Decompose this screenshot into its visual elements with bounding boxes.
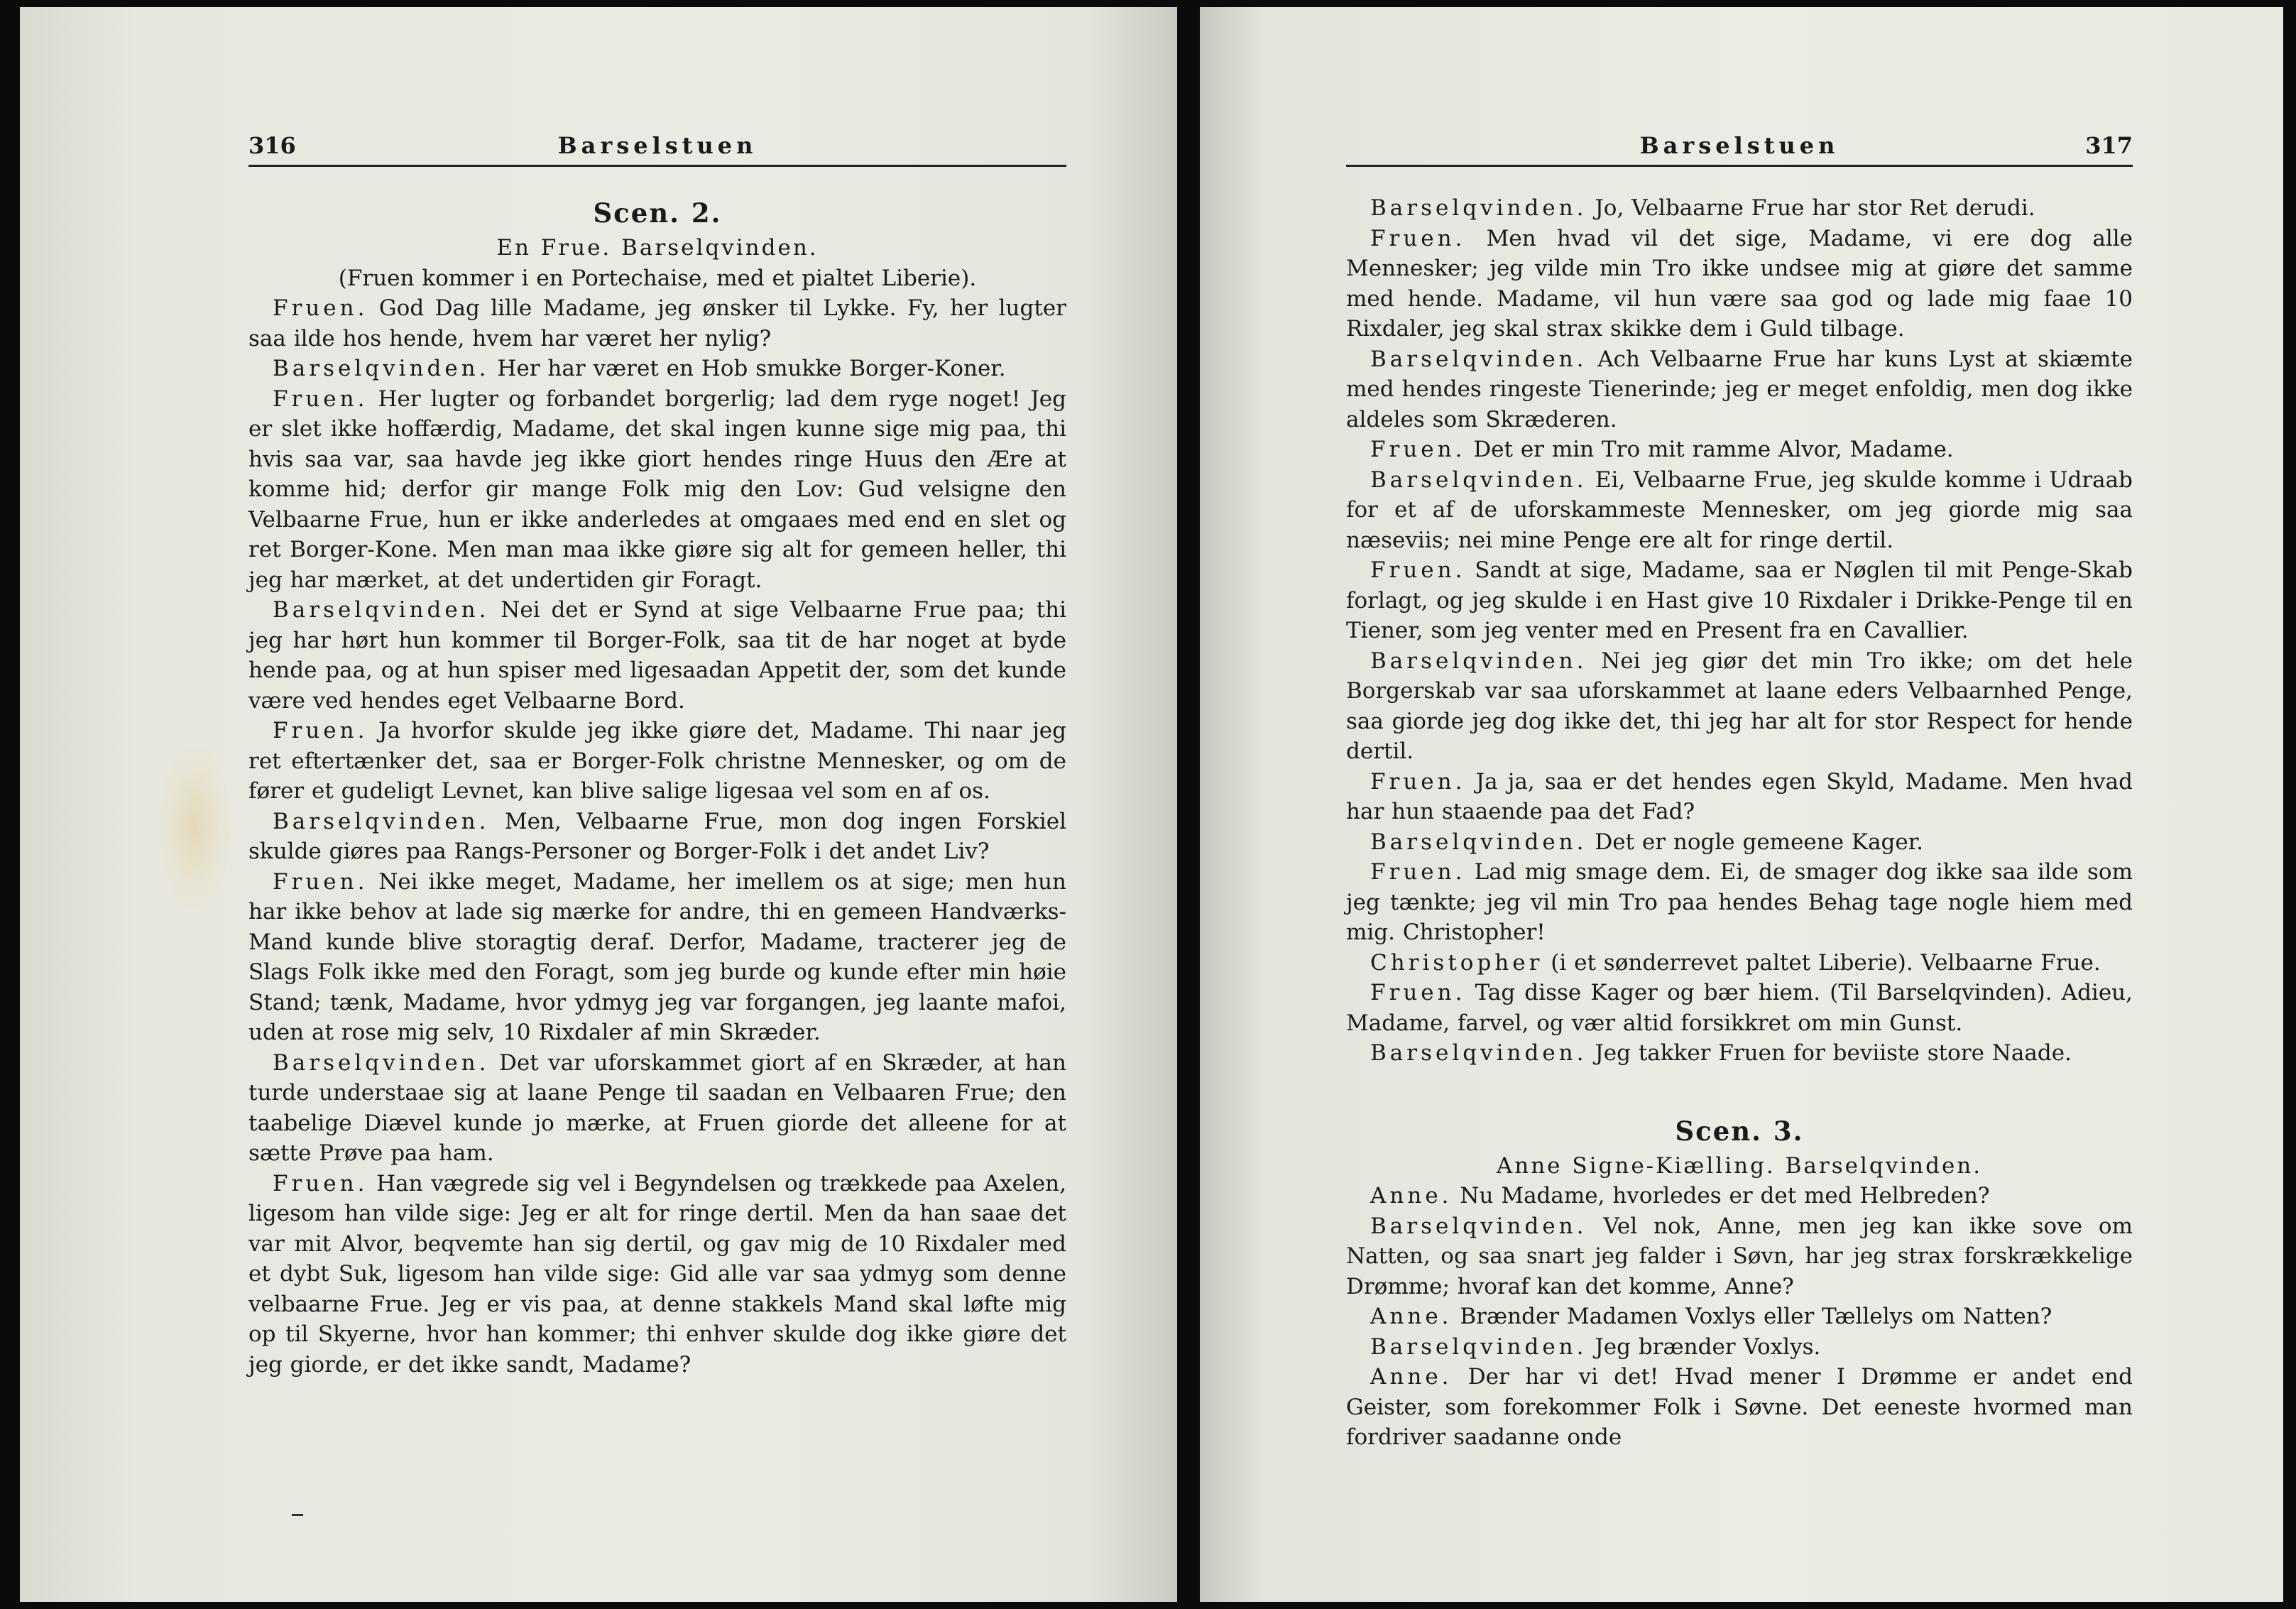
speech-text: Lad mig smage dem. Ei, de smager dog ikke saa ilde som jeg tænkte; jeg vil min Tro paa hendes Behag tage nogle hiem med mig. Christopher! — [1346, 859, 2133, 945]
speech-text: Tag disse Kager og bær hiem. (Til Barselqvinden). Adieu, Madame, farvel, og vær altid forsikkret om min Gunst. — [1346, 980, 2133, 1036]
running-title: Barselstuen — [1639, 132, 1839, 159]
running-title: Barselstuen — [557, 132, 758, 159]
speech-text: Sandt at sige, Madame, saa er Nøglen til mit Penge-Skab forlagt, og jeg skulde i en Hast give 10 Rixdaler i Drikke-Penge til en Tiener, som jeg venter med en Present fra en Cavallier. — [1346, 557, 2133, 643]
speech — [248, 716, 1066, 807]
speech-text: Nu Madame, hvorledes er det med Helbreden? — [1460, 1183, 1990, 1209]
speaker-name: Fruen. — [1370, 437, 1466, 462]
speaker-name: Fruen. — [273, 1170, 368, 1196]
speech-text: Nei jeg giør det min Tro ikke; om det hele Borgerskab var saa uforskammet at laane eders Velbaarnhed Penge, saa giorde jeg dog ikke det, thi jeg har alt for stor Respect for hende dertil. — [1346, 648, 2133, 764]
speech-text: Ja hvorfor skulde jeg ikke giøre det, Madame. Thi naar jeg ret eftertænker det, saa er Borger-Folk christne Mennesker, og om de fører et gudeligt Levnet, kan blive salige ligesaa vel som en af os. — [248, 718, 1066, 804]
speech-text: Brænder Madamen Voxlys eller Tællelys om Natten? — [1460, 1304, 2052, 1329]
speaker-name: Barselqvinden. — [1370, 467, 1587, 493]
speech-text: Det er min Tro mit ramme Alvor, Madame. — [1473, 437, 1954, 462]
right-page-header — [1346, 128, 2133, 167]
speaker-name: Anne. — [1370, 1183, 1453, 1209]
speaker-name: Anne. — [1370, 1364, 1453, 1390]
speech — [1346, 1332, 2133, 1363]
speech-text: Vel nok, Anne, men jeg kan ikke sove om Natten, og saa snart jeg falder i Søvn, har jeg strax forskrækkelige Drømme; hvoraf kan det komme, Anne? — [1346, 1213, 2133, 1299]
speaker-name: Fruen. — [273, 868, 368, 895]
left-page — [20, 7, 1177, 1602]
speaker-name: Fruen. — [1370, 225, 1466, 251]
persons-list: Anne Signe-Kiælling. Barselqvinden. — [1496, 1152, 1983, 1179]
speech — [1346, 193, 2133, 224]
speech-list — [248, 293, 1066, 1380]
speech — [1346, 978, 2133, 1038]
speech-text: (i et sønderrevet paltet Liberie). Velbaarne Frue. — [1551, 949, 2101, 976]
speech — [248, 1048, 1066, 1169]
speech-text: Nei ikke meget, Madame, her imellem os at sige; men hun har ikke behov at lade sig mærke for andre, thi en gemeen Handværks-Mand kunde blive storagtig deraf. Derfor, Madame, tracterer jeg de Slags Folk ikke med den Foragt, som jeg burde og kunde efter min høie Stand; tænk, Madame, hvor ydmyg jeg var forgangen, jeg laante mafoi, uden at rose mig selv, 10 Rixdaler af min Skræder. — [248, 868, 1066, 1045]
speech-text: Der har vi det! Hvad mener I Drømme er andet end Geister, som forekommer Folk i Søvne. Det eeneste hvormed man fordriver saadanne onde — [1346, 1364, 2133, 1450]
speech — [1346, 465, 2133, 556]
speaker-name: Fruen. — [273, 295, 368, 321]
speech — [1346, 555, 2133, 646]
speaker-name: Barselqvinden. — [1370, 829, 1587, 855]
margin-mark — [292, 1514, 303, 1516]
speech — [1346, 827, 2133, 858]
speech — [1346, 948, 2133, 978]
speech — [1346, 857, 2133, 948]
speaker-name: Barselqvinden. — [1370, 346, 1587, 372]
speaker-name: Barselqvinden. — [273, 1049, 490, 1076]
speech — [1346, 344, 2133, 435]
speaker-name: Barselqvinden. — [273, 808, 490, 834]
stage-direction: (Fruen kommer i en Portechaise, med et pialtet Liberie). — [338, 265, 977, 291]
speech-text: Ja ja, saa er det hendes egen Skyld, Madame. Men hvad har hun staaende paa det Fad? — [1346, 768, 2133, 824]
speaker-name: Anne. — [1370, 1304, 1453, 1329]
left-page-body — [248, 193, 1066, 1380]
speech-text: Han vægrede sig vel i Begyndelsen og trækkede paa Axelen, ligesom han vilde sige: Jeg er alt for ringe dertil. Men da han saae det var mit Alvor, beqvemte han sig dertil, og gav mig de 10 Rixdaler med et dybt Suk, ligesom han vilde sige: Gid alle var saa ydmyg som denne velbaarne Frue. Jeg er vis paa, at denne stakkels Mand skal løfte mig op til Skyerne, hvor han kommer; thi enhver skulde dog ikke giøre det jeg giorde, er det ikke sandt, Madame? — [248, 1170, 1066, 1378]
scene-heading: Scen. 2. — [593, 197, 722, 229]
speech — [1346, 435, 2133, 465]
speech — [1346, 646, 2133, 767]
speaker-name: Barselqvinden. — [1370, 195, 1587, 221]
speech-text: Her lugter og forbandet borgerlig; lad dem ryge noget! Jeg er slet ikke hoffærdig, Madame, det skal ingen kunne sige mig paa, thi hvis saa var, saa havde jeg ikke giort hendes ringe Huus den Ære at komme hid; derfor gir mange Folk mig den Lov: Gud velsigne den Velbaarne Frue, hun er ikke anderledes at omgaaes med end en slet og ret Borger-Kone. Men man maa ikke giøre sig alt for gemeen heller, thi jeg har mærket, at det undertiden gir Foragt. — [248, 386, 1066, 593]
speech — [248, 1169, 1066, 1380]
speaker-name: Fruen. — [1370, 859, 1466, 885]
speech — [248, 354, 1066, 384]
paper-stain — [159, 746, 230, 909]
speech-text: Ei, Velbaarne Frue, jeg skulde komme i Udraab for et af de uforskammeste Mennesker, om jeg giorde mig saa næseviis; nei mine Penge ere alt for ringe dertil. — [1346, 467, 2133, 553]
speech — [1346, 224, 2133, 344]
right-page — [1200, 7, 2283, 1602]
persons-list: En Frue. Barselqvinden. — [496, 235, 819, 261]
speech-text: Ach Velbaarne Frue har kuns Lyst at skiæmte med hendes ringeste Tienerinde; jeg er meget enfoldig, men dog ikke aldeles som Skræderen. — [1346, 346, 2133, 432]
scene-heading: Scen. 3. — [1675, 1115, 1804, 1147]
speaker-name: Fruen. — [1370, 980, 1466, 1005]
speech-text: Jeg takker Fruen for beviiste store Naade. — [1595, 1040, 2072, 1066]
speaker-name: Barselqvinden. — [1370, 1213, 1587, 1239]
speech — [1346, 1302, 2133, 1332]
speech-text: Nei det er Synd at sige Velbaarne Frue paa; thi jeg har hørt hun kommer til Borger-Folk, saa tit de har noget at byde hende paa, og at hun spiser med ligesaadan Appetit der, som det kunde være ved hendes eget Velbaarne Bord. — [248, 597, 1066, 714]
speaker-name: Fruen. — [273, 386, 368, 412]
speaker-name: Barselqvinden. — [1370, 648, 1587, 674]
page-number: 317 — [2085, 132, 2133, 159]
speech-text: Jo, Velbaarne Frue har stor Ret derudi. — [1595, 195, 2035, 221]
speech — [248, 384, 1066, 596]
speech — [1346, 1362, 2133, 1453]
speech — [1346, 1181, 2133, 1211]
speech — [1346, 767, 2133, 827]
speech — [1346, 1038, 2133, 1069]
page-number: 316 — [248, 132, 296, 159]
speaker-name: Barselqvinden. — [1370, 1333, 1587, 1360]
speaker-name: Fruen. — [273, 718, 368, 743]
speech-text: Det var uforskammet giort af en Skræder, at han turde understaae sig at laane Penge til saadan en Velbaaren Frue; den taabelige Diævel kunde jo mærke, at Fruen giorde det alleene for at sætte Prøve paa ham. — [248, 1049, 1066, 1166]
speech — [1346, 1211, 2133, 1302]
speaker-name: Barselqvinden. — [1370, 1040, 1587, 1066]
speaker-name: Fruen. — [1370, 557, 1466, 583]
speech — [248, 293, 1066, 354]
speaker-name: Fruen. — [1370, 768, 1466, 795]
speech — [248, 867, 1066, 1048]
left-page-header — [248, 128, 1066, 167]
speech-text: Jeg brænder Voxlys. — [1595, 1333, 1821, 1360]
speech-text: Her har været en Hob smukke Borger-Koner. — [497, 356, 1006, 381]
speech-text: Men hvad vil det sige, Madame, vi ere dog alle Mennesker; jeg vilde min Tro ikke undsee mig at giøre det samme med hende. Madame, vil hun være saa god og lade mig faae 10 Rixdaler, jeg skal strax skikke dem i Guld tilbage. — [1346, 225, 2133, 342]
speaker-name: Barselqvinden. — [273, 597, 490, 623]
speech-text: God Dag lille Madame, jeg ønsker til Lykke. Fy, her lugter saa ilde hos hende, hvem har været her nylig? — [248, 295, 1066, 351]
speaker-name: Christopher — [1370, 949, 1543, 976]
scene-break — [1346, 1069, 2133, 1111]
speech-text: Men, Velbaarne Frue, mon dog ingen Forskiel skulde giøres paa Rangs-Personer og Borger-Folk i det andet Liv? — [248, 808, 1067, 864]
speech-text: Det er nogle gemeene Kager. — [1595, 829, 1924, 855]
right-page-body — [1346, 193, 2133, 1453]
speech-list — [1346, 1181, 2133, 1453]
speech — [248, 807, 1066, 867]
speech-list — [1346, 193, 2133, 1069]
speech — [248, 595, 1066, 716]
speaker-name: Barselqvinden. — [273, 356, 490, 381]
